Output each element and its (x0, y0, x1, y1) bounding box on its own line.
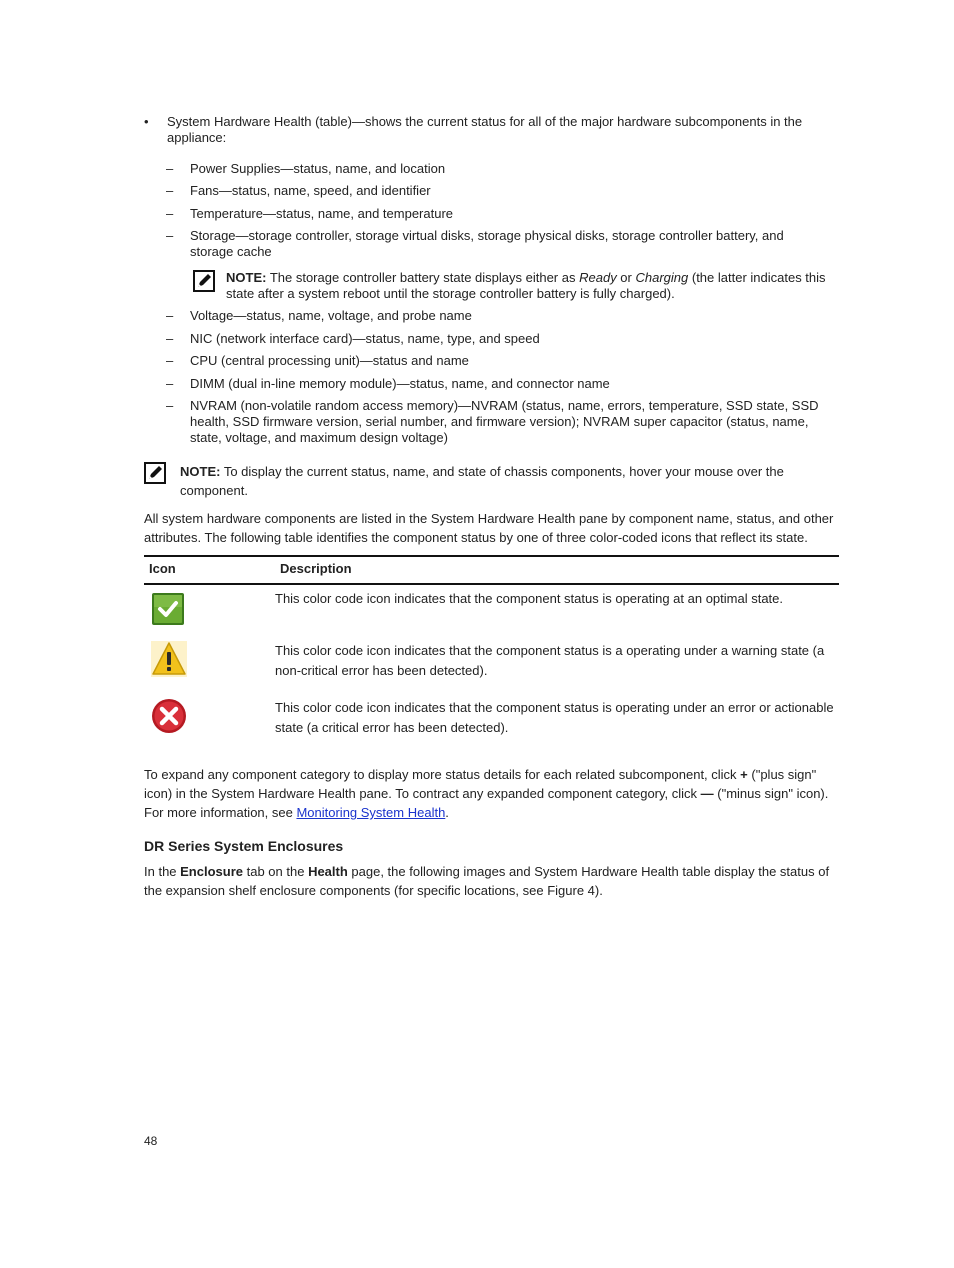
yellow-warning-icon (151, 641, 187, 677)
intro-paragraph: All system hardware components are listed in the System Hardware Health pane by component name, status, and other attributes. The following table identifies the component status by one of three color-coded icons that reflect its state. (144, 511, 834, 545)
note-text-part: To display the current status, name, and state of chassis components, hover your mouse over the component. (180, 464, 784, 498)
note-charging: Charging (635, 270, 689, 285)
dash-marker: – (166, 398, 174, 413)
dash-marker: – (166, 206, 174, 221)
paragraph-text: page, the following images and System Hardware Health table display the status of the expansion shelf enclosure components (for specific locations, see Figure 4). (144, 864, 830, 898)
monitoring-system-health-link[interactable]: Monitoring System Health (296, 805, 446, 820)
list-item-text: NIC (network interface card)—status, name, type, and speed (190, 331, 540, 346)
table-header-row (144, 556, 839, 584)
note-label: NOTE: (180, 464, 221, 479)
column-header-description: Description (275, 556, 839, 584)
list-item-text: DIMM (dual in-line memory module)—status, name, and connector name (190, 376, 610, 391)
dash-marker: – (166, 376, 174, 391)
health-term: Health (308, 864, 348, 879)
list-item (166, 331, 826, 347)
column-header-icon: Icon (144, 556, 275, 584)
green-check-icon (151, 592, 185, 626)
dash-marker: – (166, 353, 174, 368)
expand-paragraph (144, 765, 838, 822)
note-text-part: or (616, 270, 636, 285)
dash-marker: – (166, 183, 174, 198)
note-text-part: The storage controller battery state displays either as (266, 270, 580, 285)
dash-marker: – (166, 308, 174, 323)
table-row (144, 694, 839, 752)
list-item (166, 206, 826, 222)
list-item (166, 353, 826, 369)
page-number: 48 (144, 1134, 158, 1148)
row-description: This color code icon indicates that the component status is operating at an optimal state. (275, 591, 784, 606)
bullet-marker: • (144, 114, 149, 129)
row-description: This color code icon indicates that the component status is operating under an error or actionable state (a critical error has been detected). (275, 700, 834, 735)
note-ready: Ready (579, 270, 617, 285)
red-error-icon (151, 698, 187, 734)
table-row (144, 584, 839, 637)
list-item-text: Fans—status, name, speed, and identifier (190, 183, 431, 198)
list-item-text: NVRAM (non-volatile random access memory)—NVRAM (status, name, errors, temperature, SSD state, SSD health, SSD firmware version, serial number, and firmware version); NVRAM super capacitor (status, name, state, voltage, and maximum design voltage) (190, 398, 819, 445)
list-item (166, 183, 826, 199)
note-pencil-icon (144, 462, 166, 484)
list-item (166, 376, 826, 392)
section-heading: DR Series System Enclosures (144, 838, 344, 854)
list-item-text: Voltage—status, name, voltage, and probe name (190, 308, 472, 323)
paragraph-text: . (445, 805, 449, 820)
bullet-text: System Hardware Health (table)—shows the current status for all of the major hardware subcomponents in the appliance: (167, 114, 803, 145)
enclosure-term: Enclosure (180, 864, 243, 879)
paragraph-text: In the (144, 864, 181, 879)
paragraph-text: tab on the (243, 864, 309, 879)
list-item (166, 308, 826, 324)
status-icon-table (144, 555, 839, 752)
table-row (144, 637, 839, 694)
list-item-text: Temperature—status, name, and temperature (190, 206, 454, 221)
list-item (166, 398, 826, 446)
plus-sign: + (740, 767, 748, 782)
paragraph-text: ("plus sign" icon) in the System Hardware Health pane. To contract any expanded component category, click (144, 767, 817, 801)
paragraph-text: ("minus sign" icon). For more information, see (144, 786, 829, 820)
note-chassis-hover (144, 462, 834, 500)
list-item (166, 228, 826, 260)
note-pencil-icon (193, 270, 215, 292)
dash-marker: – (166, 331, 174, 346)
row-description: This color code icon indicates that the component status is a operating under a warning state (a non-critical error has been detected). (275, 643, 825, 678)
bullet-system-hardware-health (144, 114, 824, 146)
list-item-text: Storage—storage controller, storage virtual disks, storage physical disks, storage controller battery, and storage cache (190, 228, 784, 259)
list-item-text: Power Supplies—status, name, and location (190, 161, 446, 176)
note-label: NOTE: (226, 270, 267, 285)
dash-marker: – (166, 228, 174, 243)
list-item (166, 161, 826, 177)
dash-marker: – (166, 161, 174, 176)
minus-sign: — (700, 786, 714, 801)
note-storage-battery (193, 270, 829, 302)
enclosure-paragraph (144, 862, 838, 900)
list-item-text: CPU (central processing unit)—status and name (190, 353, 469, 368)
paragraph-text: To expand any component category to display more status details for each related subcomponent, click (144, 767, 741, 782)
note-text-part: (the latter indicates this state after a system reboot until the storage controller battery is fully charged). (226, 270, 826, 301)
